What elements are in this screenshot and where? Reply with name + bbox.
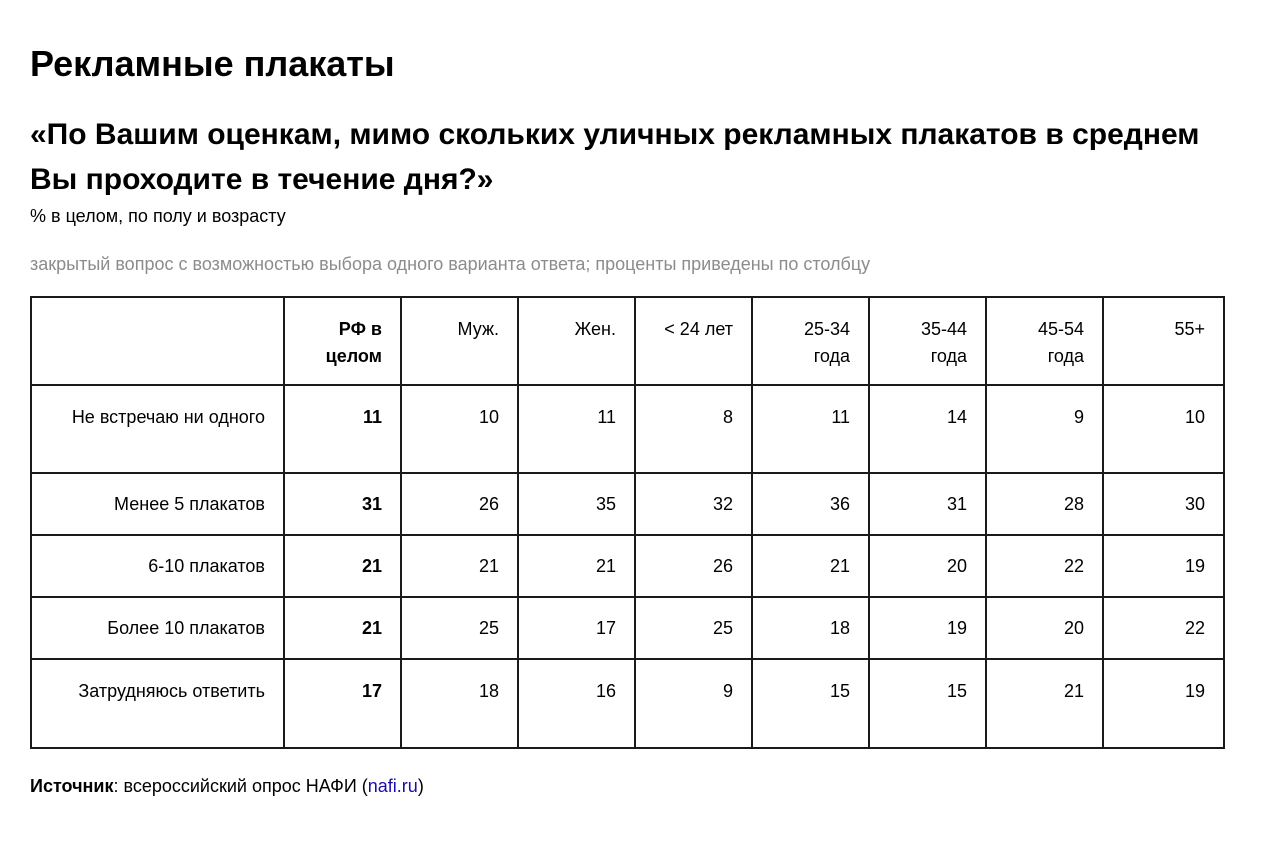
table-cell: 36 (752, 473, 869, 535)
table-cell: 19 (869, 597, 986, 659)
table-cell: 32 (635, 473, 752, 535)
table-cell: 15 (869, 659, 986, 748)
column-header: 55+ (1103, 297, 1224, 385)
table-cell: 19 (1103, 659, 1224, 748)
table-row (31, 659, 1224, 748)
table-cell: 21 (284, 535, 401, 597)
row-label: Более 10 плакатов (31, 597, 284, 659)
table-header-row (31, 297, 1224, 385)
table-cell: 18 (401, 659, 518, 748)
survey-question: «По Вашим оценкам, мимо скольких уличных рекламных плакатов в среднем Вы проходите в течение дня?» (30, 118, 1200, 196)
source-link[interactable]: nafi.ru (367, 776, 418, 796)
table-cell: 26 (635, 535, 752, 597)
page-title: Рекламные плакаты (30, 43, 395, 84)
column-header: РФ в целом (284, 297, 401, 385)
table-cell: 10 (401, 385, 518, 473)
table-cell: 11 (284, 385, 401, 473)
table-cell: 17 (284, 659, 401, 748)
method-note: закрытый вопрос с возможностью выбора одного варианта ответа; проценты приведены по столбцу (30, 254, 871, 274)
column-header: 45-54 года (986, 297, 1103, 385)
table-cell: 22 (986, 535, 1103, 597)
table-cell: 21 (518, 535, 635, 597)
table-row (31, 473, 1224, 535)
table-cell: 18 (752, 597, 869, 659)
table-cell: 11 (518, 385, 635, 473)
table-cell: 9 (986, 385, 1103, 473)
table-cell: 8 (635, 385, 752, 473)
table-cell: 31 (869, 473, 986, 535)
table-cell: 19 (1103, 535, 1224, 597)
column-header: 35-44 года (869, 297, 986, 385)
header-corner-cell (31, 297, 284, 385)
table-row (31, 385, 1224, 473)
row-label: Затрудняюсь ответить (31, 659, 284, 748)
table-cell: 16 (518, 659, 635, 748)
table-cell: 28 (986, 473, 1103, 535)
table-cell: 10 (1103, 385, 1224, 473)
table-cell: 20 (869, 535, 986, 597)
table-cell: 35 (518, 473, 635, 535)
table-cell: 21 (986, 659, 1103, 748)
column-header: < 24 лет (635, 297, 752, 385)
table-cell: 25 (401, 597, 518, 659)
table-cell: 9 (635, 659, 752, 748)
column-header: 25-34 года (752, 297, 869, 385)
column-header: Муж. (401, 297, 518, 385)
source-line (30, 774, 424, 798)
table-cell: 14 (869, 385, 986, 473)
table-row (31, 597, 1224, 659)
table-row (31, 535, 1224, 597)
source-label: Источник (30, 776, 114, 796)
source-text: : всероссийский опрос НАФИ ( (113, 776, 368, 796)
results-table (30, 296, 1225, 749)
row-label: Не встречаю ни одного (31, 385, 284, 473)
table-cell: 30 (1103, 473, 1224, 535)
table-cell: 17 (518, 597, 635, 659)
source-close: ) (417, 776, 424, 796)
table-cell: 22 (1103, 597, 1224, 659)
table-cell: 11 (752, 385, 869, 473)
table-cell: 21 (284, 597, 401, 659)
table-cell: 31 (284, 473, 401, 535)
column-header: Жен. (518, 297, 635, 385)
table-cell: 15 (752, 659, 869, 748)
table-cell: 21 (401, 535, 518, 597)
row-label: 6-10 плакатов (31, 535, 284, 597)
table-cell: 25 (635, 597, 752, 659)
table-cell: 20 (986, 597, 1103, 659)
table-cell: 21 (752, 535, 869, 597)
subtitle: % в целом, по полу и возрасту (30, 206, 286, 226)
table-cell: 26 (401, 473, 518, 535)
row-label: Менее 5 плакатов (31, 473, 284, 535)
